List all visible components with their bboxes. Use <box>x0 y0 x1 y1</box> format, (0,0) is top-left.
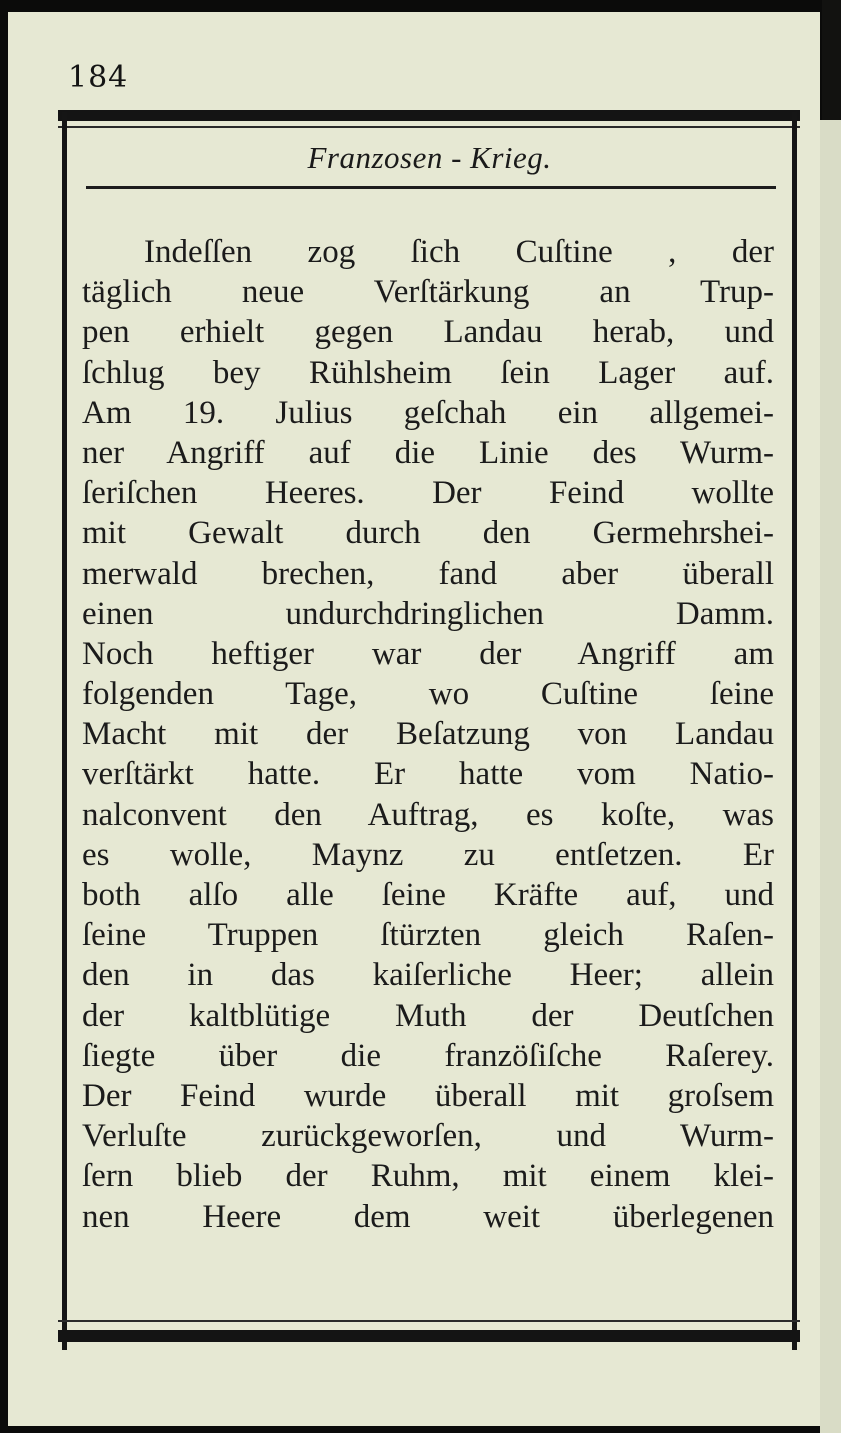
text-line: einen undurchdringlichen Damm. <box>82 595 774 632</box>
text-line: Am 19. Julius geſchah ein allgemei- <box>82 394 774 431</box>
bottom-border-rule <box>58 1330 800 1342</box>
text-line: ner Angriff auf die Linie des Wurm- <box>82 434 774 471</box>
text-line: täglich neue Verſtärkung an Trup- <box>82 274 774 311</box>
text-line: der kaltblütige Muth der Deutſchen <box>82 997 774 1034</box>
text-line: merwald brechen, fand aber überall <box>82 555 774 592</box>
text-line: Noch heftiger war der Angriff am <box>82 635 774 672</box>
text-line: ſeriſchen Heeres. Der Feind wollte <box>82 475 774 512</box>
adjacent-page-edge <box>820 120 841 1433</box>
text-line: ſeine Truppen ſtürzten gleich Raſen- <box>82 917 774 954</box>
text-line: mit Gewalt durch den Germehrshei- <box>82 515 774 552</box>
text-line: folgenden Tage, wo Cuſtine ſeine <box>82 676 774 713</box>
text-line: verſtärkt hatte. Er hatte vom Natio- <box>82 756 774 793</box>
bottom-border-thin-rule <box>58 1320 800 1322</box>
header-rule <box>86 186 776 189</box>
text-line: Macht mit der Beſatzung von Landau <box>82 716 774 753</box>
text-line: nen Heere dem weit überlegenen <box>82 1198 774 1235</box>
text-line: both alſo alle ſeine Kräfte auf, und <box>82 877 774 913</box>
text-line: pen erhielt gegen Landau herab, und <box>82 314 774 351</box>
text-line: ſiegte über die franzöſiſche Raſerey. <box>82 1037 774 1074</box>
text-line: den in das kaiſerliche Heer; allein <box>82 957 774 994</box>
body-text <box>82 232 774 1237</box>
running-head: Franzosen - Krieg. <box>307 140 552 175</box>
text-line: Der Feind wurde überall mit groſsem <box>82 1077 774 1114</box>
page-number: 184 <box>68 60 129 95</box>
text-line: ſchlug bey Rühlsheim ſein Lager auf. <box>82 354 774 391</box>
text-line: nalconvent den Auftrag, es koſte, was <box>82 796 774 833</box>
text-line: es wolle, Maynz zu entſetzen. Er <box>82 836 774 873</box>
text-line: ſern blieb der Ruhm, mit einem klei- <box>82 1158 774 1195</box>
text-line: Indeſſen zog ſich Cuſtine , der <box>144 234 774 270</box>
text-line: Verluſte zurückgeworſen, und Wurm- <box>82 1118 774 1155</box>
page-edge-dark <box>822 0 841 120</box>
